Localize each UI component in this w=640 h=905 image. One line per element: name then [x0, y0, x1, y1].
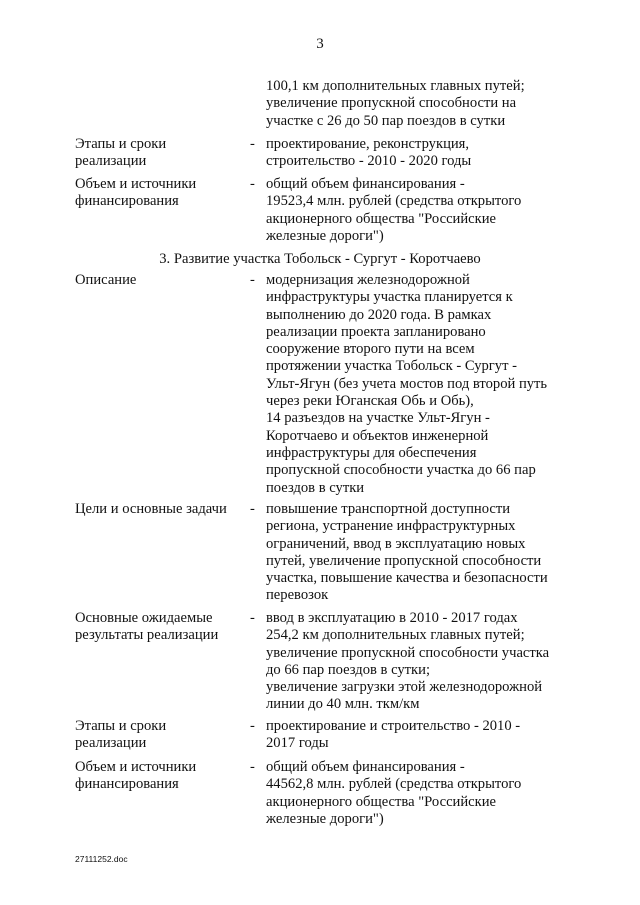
dash-separator: - [250, 610, 255, 626]
text-line: линии до 40 млн. ткм/км [266, 696, 420, 713]
text-line: акционерного общества "Российские [266, 210, 497, 227]
label-line: Этапы и сроки [75, 718, 167, 734]
text-line: до 66 пар поездов в сутки; [266, 661, 431, 678]
text-line: выполнению до 2020 года. В рамках [266, 306, 492, 323]
text-line: проектирование и строительство - 2010 - [266, 718, 521, 734]
funding-label [75, 759, 196, 794]
text-line: инфраструктуры участка планируется к [266, 289, 513, 306]
text-line: через реки Юганская Обь и Обь), [266, 393, 474, 410]
text-line: железные дороги") [266, 227, 384, 244]
label-line: Объем и источники [75, 176, 197, 192]
label-line: Этапы и сроки [75, 136, 167, 152]
text-line: 44562,8 млн. рублей (средства открытого [266, 776, 522, 793]
goals-value [266, 501, 548, 605]
page-number: 3 [316, 36, 324, 52]
label-line: финансирования [75, 776, 179, 793]
dash-separator: - [250, 176, 255, 192]
text-line: общий объем финансирования - [266, 176, 465, 192]
label-line: реализации [75, 153, 147, 170]
text-line: акционерного общества "Российские [266, 793, 497, 810]
results-label [75, 610, 218, 645]
text-line: 100,1 км дополнительных главных путей; [266, 78, 525, 94]
text-line: 14 разъездов на участке Ульт-Ягун - [266, 410, 490, 427]
description-value [266, 272, 547, 497]
text-line: железные дороги") [266, 810, 384, 827]
text-line: проектирование, реконструкция, [266, 136, 470, 152]
results-value [266, 610, 549, 714]
text-line: региона, устранение инфраструктурных [266, 518, 516, 535]
text-line: сооружение второго пути на всем [266, 341, 475, 358]
dash-separator: - [250, 501, 255, 517]
text-line: повышение транспортной доступности [266, 501, 511, 517]
text-line: путей, увеличение пропускной способности [266, 552, 542, 569]
stages-value [266, 136, 471, 171]
label-line: Объем и источники [75, 759, 197, 775]
goals-label [75, 501, 227, 518]
section-heading: 3. Развитие участка Тобольск - Сургут - Коротчаево [159, 251, 481, 267]
stages-value [266, 718, 520, 753]
text-line: Коротчаево и объектов инженерной [266, 427, 489, 444]
text-line: общий объем финансирования - [266, 759, 465, 775]
text-line: участка, повышение качества и безопасности [266, 570, 548, 587]
text-line: 254,2 км дополнительных главных путей; [266, 627, 525, 644]
label-line: Основные ожидаемые [75, 610, 213, 626]
text-line: строительство - 2010 - 2020 годы [266, 153, 472, 170]
dash-separator: - [250, 718, 255, 734]
text-line: модернизация железнодорожной [266, 272, 470, 288]
dash-separator: - [250, 272, 255, 288]
text-line: 19523,4 млн. рублей (средства открытого [266, 193, 522, 210]
funding-value [266, 176, 521, 245]
funding-label [75, 176, 196, 211]
label-line: Описание [75, 272, 137, 288]
stages-label [75, 136, 166, 171]
dash-separator: - [250, 136, 255, 152]
text-line: увеличение загрузки этой железнодорожной [266, 679, 543, 696]
funding-value [266, 759, 521, 828]
label-line: Цели и основные задачи [75, 501, 227, 517]
text-line: перевозок [266, 587, 329, 604]
text-line: поездов в сутки [266, 479, 365, 496]
continuation-value [266, 78, 525, 130]
text-line: увеличение пропускной способности участка [266, 644, 550, 661]
text-line: увеличение пропускной способности на [266, 95, 517, 112]
text-line: ввод в эксплуатацию в 2010 - 2017 годах [266, 610, 518, 626]
description-label [75, 272, 136, 289]
label-line: финансирования [75, 193, 179, 210]
text-line: ограничений, ввод в эксплуатацию новых [266, 535, 526, 552]
label-line: результаты реализации [75, 627, 219, 644]
text-line: протяжении участка Тобольск - Сургут - [266, 358, 517, 375]
file-name-footer: 27111252.doc [75, 854, 128, 864]
stages-label [75, 718, 166, 753]
dash-separator: - [250, 759, 255, 775]
text-line: пропускной способности участка до 66 пар [266, 462, 536, 479]
text-line: реализации проекта запланировано [266, 323, 486, 340]
text-line: Ульт-Ягун (без учета мостов под второй путь [266, 375, 548, 392]
text-line: инфраструктуры для обеспечения [266, 444, 477, 461]
label-line: реализации [75, 735, 147, 752]
text-line: 2017 годы [266, 735, 329, 752]
text-line: участке с 26 до 50 пар поездов в сутки [266, 112, 506, 129]
